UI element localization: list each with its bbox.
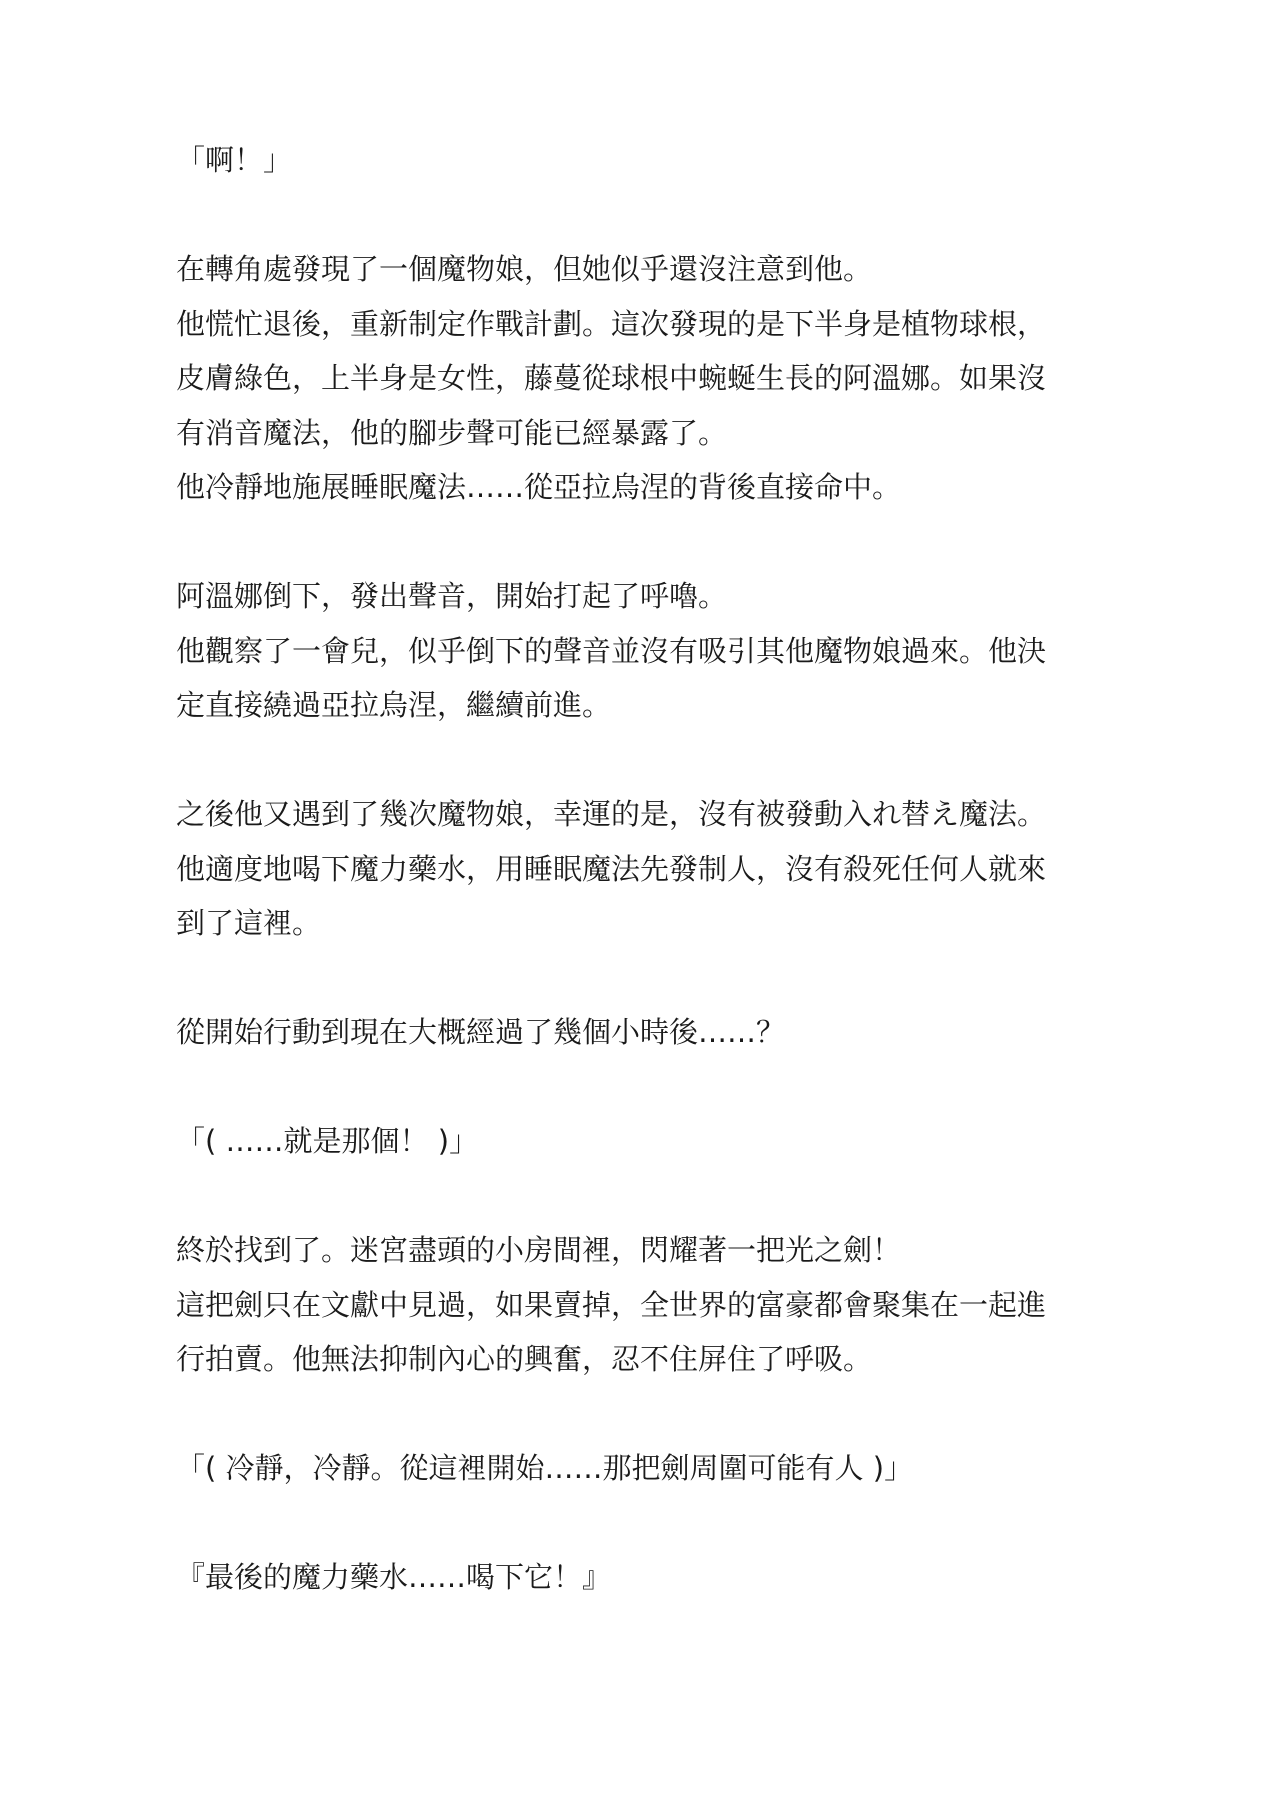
text-line: 「啊！」 (176, 143, 293, 177)
text-line: 「( 冷靜，冷靜。從這裡開始……那把劍周圍可能有人 )」 (176, 1451, 914, 1485)
text-line: 之後他又遇到了幾次魔物娘，幸運的是，沒有被發動入れ替え魔法。 (176, 797, 1047, 831)
paragraph (176, 133, 1106, 188)
paragraph (176, 242, 1106, 515)
paragraph (176, 1550, 1106, 1605)
paragraph (176, 569, 1106, 733)
paragraph (176, 1114, 1106, 1169)
paragraph (176, 787, 1106, 951)
body-text (176, 133, 1106, 1659)
text-line: 他冷靜地施展睡眠魔法……從亞拉烏涅的背後直接命中。 (176, 470, 902, 504)
text-line: 在轉角處發現了一個魔物娘，但她似乎還沒注意到他。 (176, 252, 873, 286)
text-line: 從開始行動到現在大概經過了幾個小時後……？ (176, 1015, 786, 1049)
text-line: 終於找到了。迷宮盡頭的小房間裡，閃耀著一把光之劍！ (176, 1233, 902, 1267)
text-line: 他適度地喝下魔力藥水，用睡眠魔法先發制人，沒有殺死任何人就來 (176, 851, 1047, 886)
text-line: 到了這裡。 (176, 906, 322, 940)
text-line: 定直接繞過亞拉烏涅，繼續前進。 (176, 688, 612, 722)
paragraph (176, 1223, 1106, 1387)
text-line: 皮膚綠色，上半身是女性，藤蔓從球根中蜿蜒生長的阿溫娜。如果沒 (176, 361, 1047, 395)
text-line: 他觀察了一會兒，似乎倒下的聲音並沒有吸引其他魔物娘過來。他決 (176, 633, 1047, 668)
text-line: 有消音魔法，他的腳步聲可能已經暴露了。 (176, 415, 728, 450)
paragraph (176, 1005, 1106, 1060)
text-line: 行拍賣。他無法抑制內心的興奮，忍不住屏住了呼吸。 (176, 1342, 873, 1376)
text-line: 這把劍只在文獻中見過，如果賣掉，全世界的富豪都會聚集在一起進 (176, 1287, 1047, 1322)
text-line: 「( ……就是那個！ )」 (176, 1124, 479, 1158)
text-line: 『最後的魔力藥水……喝下它！』 (176, 1560, 612, 1594)
text-line: 他慌忙退後，重新制定作戰計劃。這次發現的是下半身是植物球根， (176, 306, 1047, 341)
text-line: 阿溫娜倒下，發出聲音，開始打起了呼嚕。 (176, 579, 728, 613)
paragraph (176, 1441, 1106, 1496)
